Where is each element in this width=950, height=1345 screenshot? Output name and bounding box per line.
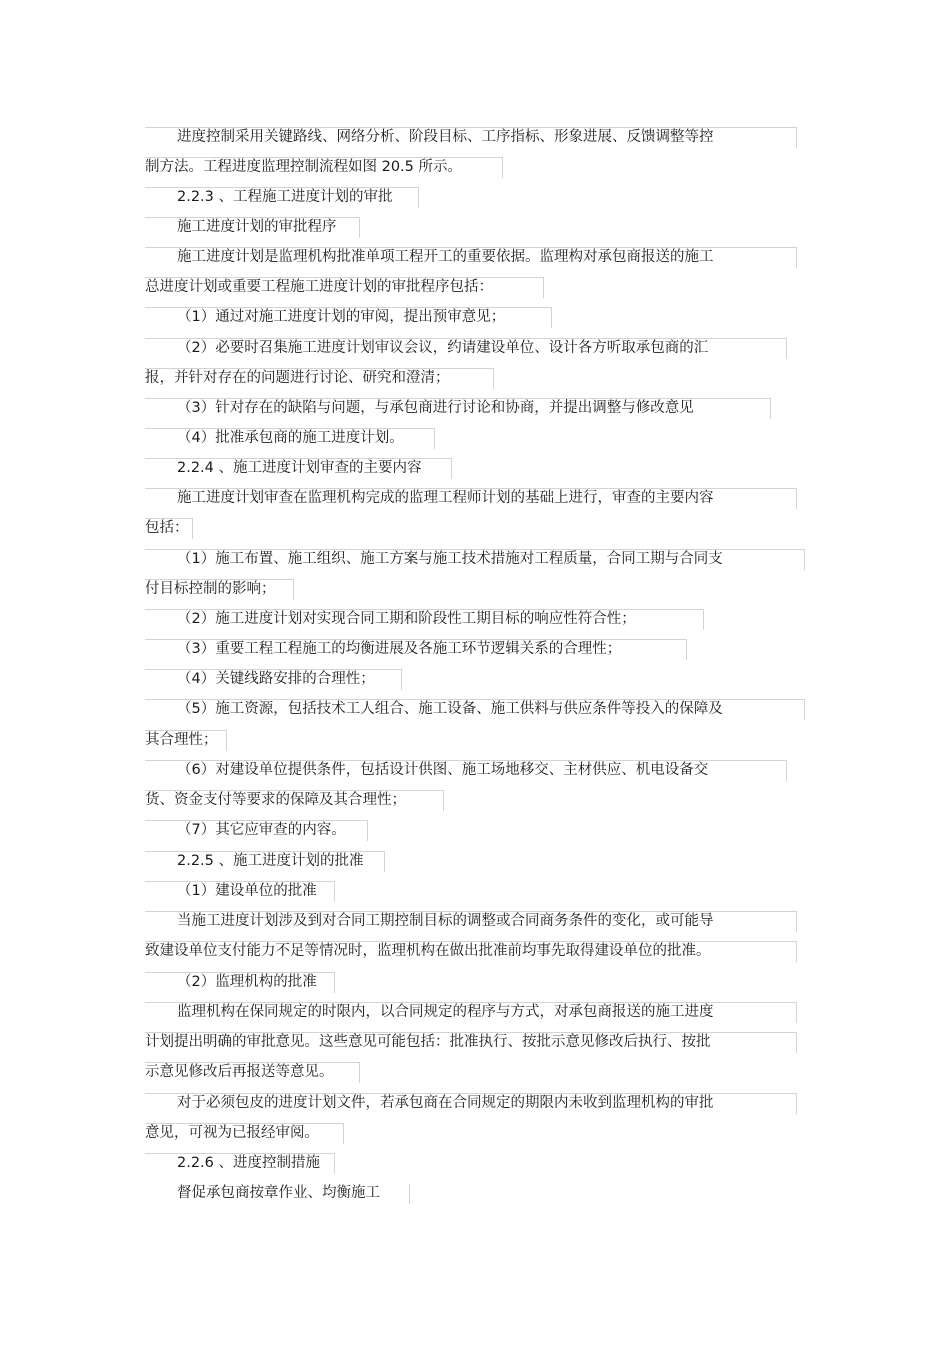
text-line: 货、资金支付等要求的保障及其合理性； — [145, 792, 406, 808]
list-item: （6）对建设单位提供条件，包括设计供图、施工场地移交、主材供应、机电设备交 — [177, 762, 709, 778]
subsection-heading: 施工进度计划的审批程序 — [177, 219, 337, 235]
text-line: 计划提出明确的审批意见。这些意见可能包括：批准执行、按批示意见修改后执行、按批 — [145, 1034, 711, 1050]
subsection-heading: （1）建设单位的批准 — [177, 883, 317, 899]
text-line: 示意见修改后再报送等意见。 — [145, 1064, 334, 1080]
text-line: 总进度计划或重要工程施工进度计划的审批程序包括： — [145, 279, 493, 295]
list-item: （3）针对存在的缺陷与问题，与承包商进行讨论和协商，并提出调整与修改意见 — [177, 400, 694, 416]
text-line: 对于必须包皮的进度计划文件，若承包商在合同规定的期限内未收到监理机构的审批 — [177, 1095, 714, 1111]
section-heading: 2.2.5 、施工进度计划的批准 — [177, 853, 364, 869]
text-line: 付目标控制的影响； — [145, 581, 276, 597]
list-item: （1）通过对施工进度计划的审阅，提出预审意见； — [177, 309, 506, 325]
list-item: （2）必要时召集施工进度计划审议会议，约请建设单位、设计各方听取承包商的汇 — [177, 340, 709, 356]
text-line: 制方法。工程进度监理控制流程如图 20.5 所示。 — [145, 159, 463, 175]
list-item: （7）其它应审查的内容。 — [177, 822, 346, 838]
list-item: （2）施工进度计划对实现合同工期和阶段性工期目标的响应性符合性； — [177, 611, 636, 627]
text-line: 报，并针对存在的问题进行讨论、研究和澄清； — [145, 370, 450, 386]
list-item: （3）重要工程工程施工的均衡进展及各施工环节逻辑关系的合理性； — [177, 641, 622, 657]
text-line: 施工进度计划审查在监理机构完成的监理工程师计划的基础上进行，审查的主要内容 — [177, 490, 714, 506]
text-line: 其合理性； — [145, 732, 218, 748]
text-line: 当施工进度计划涉及到对合同工期控制目标的调整或合同商务条件的变化，或可能导 — [177, 913, 714, 929]
text-line: 施工进度计划是监理机构批准单项工程开工的重要依据。监理构对承包商报送的施工 — [177, 249, 714, 265]
subsection-heading: （2）监理机构的批准 — [177, 974, 317, 990]
text-line: 包括： — [145, 520, 189, 536]
text-line: 督促承包商按章作业、均衡施工 — [177, 1185, 380, 1201]
text-line: 监理机构在保同规定的时限内，以合同规定的程序与方式，对承包商报送的施工进度 — [177, 1004, 714, 1020]
list-item: （4）批准承包商的施工进度计划。 — [177, 430, 404, 446]
text-line: 进度控制采用关键路线、网络分析、阶段目标、工序指标、形象进展、反馈调整等控 — [177, 129, 714, 145]
list-item: （5）施工资源，包括技术工人组合、施工设备、施工供料与供应条件等投入的保障及 — [177, 701, 723, 717]
section-heading: 2.2.3 、工程施工进度计划的审批 — [177, 189, 393, 205]
section-heading: 2.2.6 、进度控制措施 — [177, 1155, 321, 1171]
section-heading: 2.2.4 、施工进度计划审查的主要内容 — [177, 460, 422, 476]
list-item: （4）关键线路安排的合理性； — [177, 671, 375, 687]
text-line: 致建设单位支付能力不足等情况时，监理机构在做出批准前均事先取得建设单位的批准。 — [145, 943, 711, 959]
text-line: 意见，可视为已报经审阅。 — [145, 1125, 319, 1141]
list-item: （1）施工布置、施工组织、施工方案与施工技术措施对工程质量，合同工期与合同支 — [177, 551, 723, 567]
